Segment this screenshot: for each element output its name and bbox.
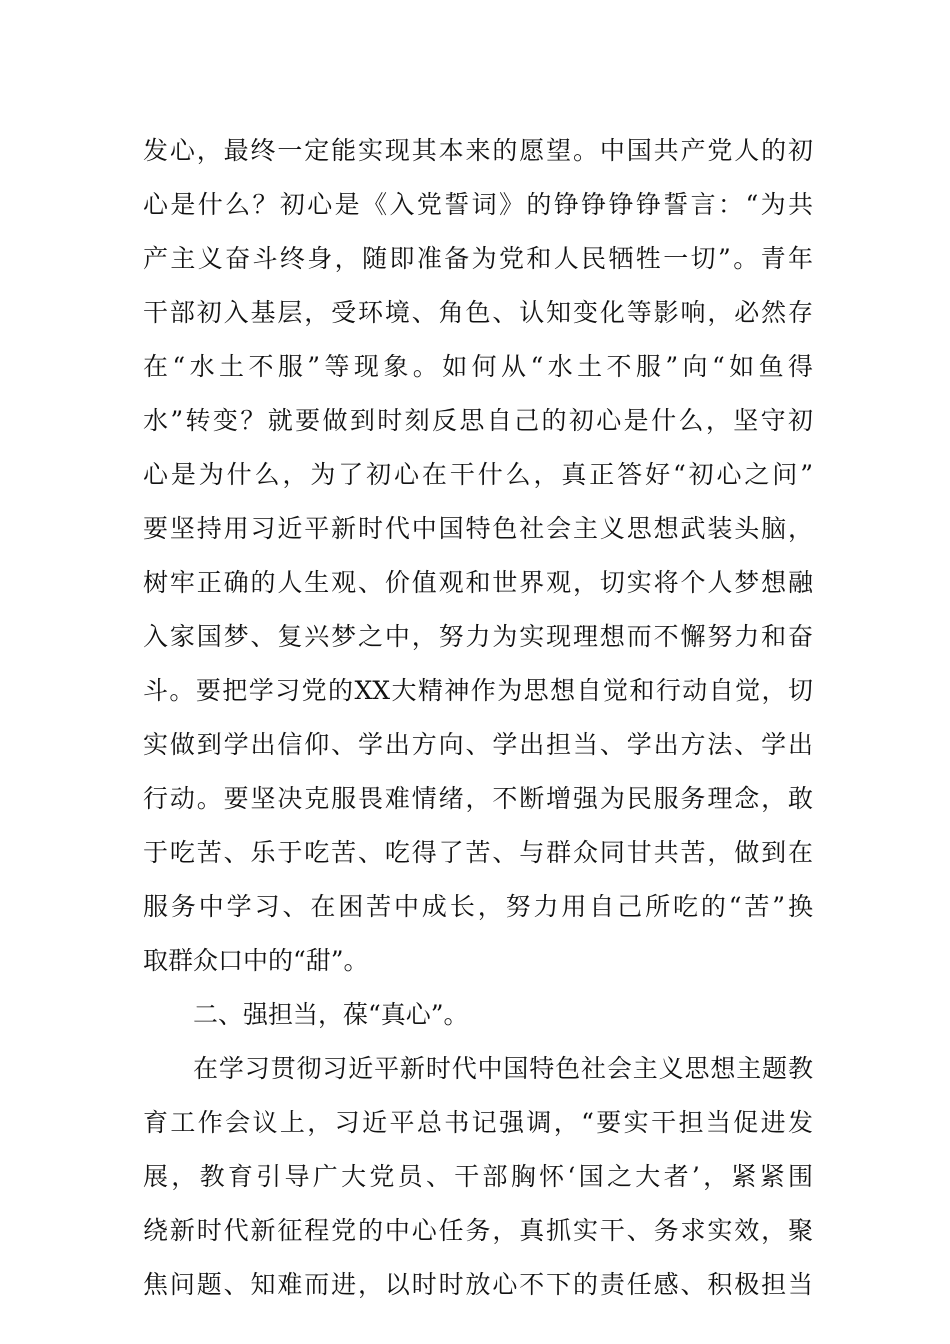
text-line: 实做到学出信仰、学出方向、学出担当、学出方法、学出	[143, 730, 813, 759]
text-line: 产主义奋斗终身，随即准备为党和人民牺牲一切”。青年	[143, 244, 813, 273]
text-line: 心是什么？初心是《入党誓词》的铮铮铮铮誓言：“为共	[143, 190, 813, 219]
text-line: 绕新时代新征程党的中心任务，真抓实干、务求实效，聚	[143, 1216, 813, 1245]
text-line: 在学习贯彻习近平新时代中国特色社会主义思想主题教	[193, 1054, 813, 1083]
text-line: 服务中学习、在困苦中成长，努力用自己所吃的“苦”换	[143, 892, 813, 921]
text-line: 二、强担当，葆“真心”。	[193, 1000, 469, 1029]
text-line: 干部初入基层，受环境、角色、认知变化等影响，必然存	[143, 298, 813, 327]
text-line: 水”转变？就要做到时刻反思自己的初心是什么，坚守初	[143, 406, 813, 435]
text-line: 于吃苦、乐于吃苦、吃得了苦、与群众同甘共苦，做到在	[143, 838, 813, 867]
text-line: 要坚持用习近平新时代中国特色社会主义思想武装头脑，	[143, 514, 813, 543]
text-line: 展，教育引导广大党员、干部胸怀‘国之大者’，紧紧围	[143, 1162, 813, 1191]
text-line: 育工作会议上，习近平总书记强调，“要实干担当促进发	[143, 1108, 813, 1137]
text-line: 发心，最终一定能实现其本来的愿望。中国共产党人的初	[143, 136, 813, 165]
text-line: 树牢正确的人生观、价值观和世界观，切实将个人梦想融	[143, 568, 813, 597]
text-line: 取群众口中的“甜”。	[143, 946, 369, 975]
text-line: 心是为什么，为了初心在干什么，真正答好“初心之问”	[143, 460, 813, 489]
text-line: 行动。要坚决克服畏难情绪，不断增强为民服务理念，敢	[143, 784, 813, 813]
text-line: 在“水土不服”等现象。如何从“水土不服”向“如鱼得	[143, 352, 813, 381]
text-line: 斗。要把学习党的XX大精神作为思想自觉和行动自觉，切	[143, 676, 813, 705]
text-line: 焦问题、知难而进，以时时放心不下的责任感、积极担当	[143, 1270, 813, 1299]
body-text	[143, 124, 813, 1312]
text-line: 入家国梦、复兴梦之中，努力为实现理想而不懈努力和奋	[143, 622, 813, 651]
